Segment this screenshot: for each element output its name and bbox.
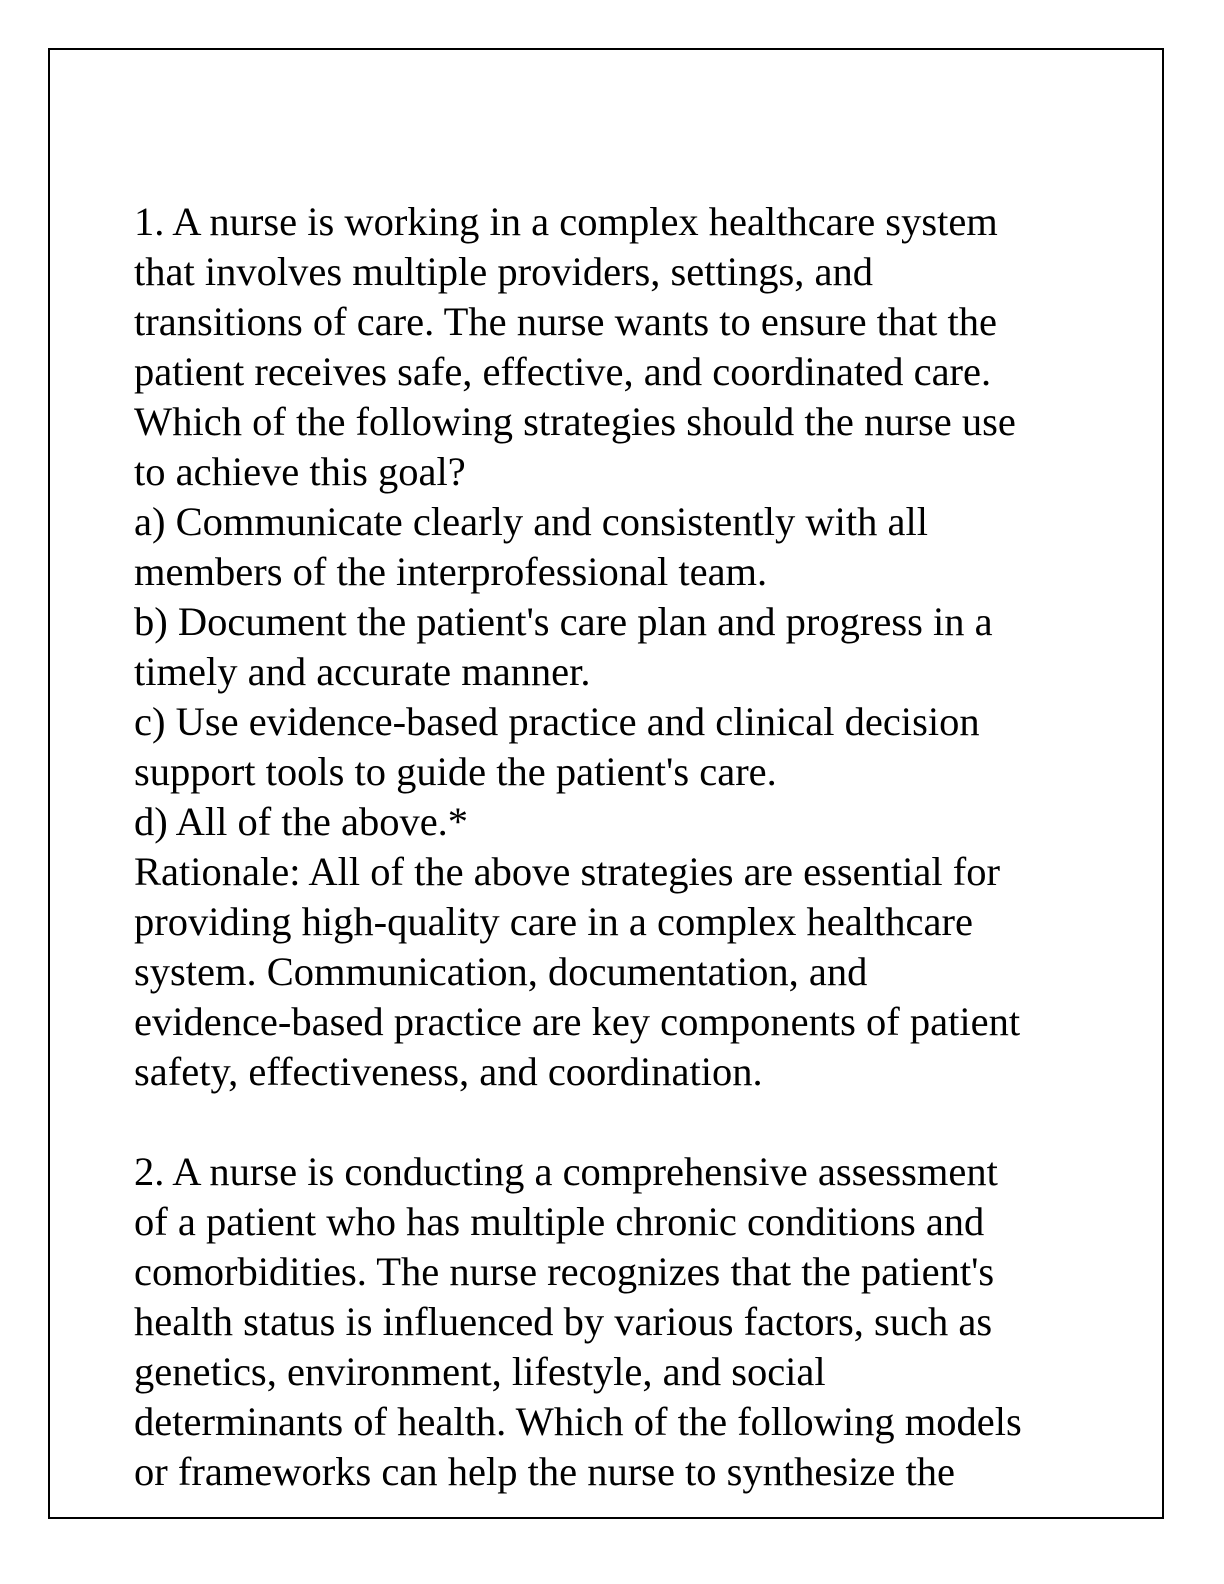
text-line: safety, effectiveness, and coordination. (134, 1049, 763, 1094)
question-2-stem (134, 1147, 1114, 1497)
text-line: health status is influenced by various factors, such as (134, 1299, 993, 1344)
text-line: to achieve this goal? (134, 449, 466, 494)
text-line: system. Communication, documentation, and (134, 949, 868, 994)
question-1-stem (134, 197, 1114, 497)
text-line: comorbidities. The nurse recognizes that the patient's (134, 1249, 995, 1294)
text-line: b) Document the patient's care plan and progress in a (134, 599, 993, 644)
text-line: 2. A nurse is conducting a comprehensive assessment (134, 1149, 998, 1194)
text-line: a) Communicate clearly and consistently with all (134, 499, 929, 544)
question-1-option-a (134, 497, 1114, 597)
text-line: Which of the following strategies should the nurse use (134, 399, 1016, 444)
paragraph-spacer (134, 1097, 1114, 1147)
question-1-option-b (134, 597, 1114, 697)
text-line: providing high-quality care in a complex healthcare (134, 899, 973, 944)
question-1-option-c (134, 697, 1114, 797)
text-line: Rationale: All of the above strategies are essential for (134, 849, 1000, 894)
text-line: determinants of health. Which of the following models (134, 1399, 1022, 1444)
text-line: support tools to guide the patient's care. (134, 749, 777, 794)
question-1 (134, 197, 1114, 1097)
text-line: transitions of care. The nurse wants to ensure that the (134, 299, 997, 344)
question-1-rationale (134, 847, 1114, 1097)
question-1-option-d (134, 797, 1114, 847)
text-line: evidence-based practice are key components of patient (134, 999, 1021, 1044)
text-line: or frameworks can help the nurse to synthesize the (134, 1449, 955, 1494)
question-2 (134, 1147, 1114, 1497)
text-line: patient receives safe, effective, and coordinated care. (134, 349, 992, 394)
text-line: genetics, environment, lifestyle, and social (134, 1349, 826, 1394)
text-line: of a patient who has multiple chronic conditions and (134, 1199, 985, 1244)
text-line: that involves multiple providers, settings, and (134, 249, 874, 294)
text-line: c) Use evidence-based practice and clinical decision (134, 699, 980, 744)
text-line: d) All of the above.* (134, 799, 469, 844)
text-line: members of the interprofessional team. (134, 549, 768, 594)
document-body (134, 197, 1114, 1497)
text-line: 1. A nurse is working in a complex healthcare system (134, 199, 998, 244)
text-line: timely and accurate manner. (134, 649, 591, 694)
